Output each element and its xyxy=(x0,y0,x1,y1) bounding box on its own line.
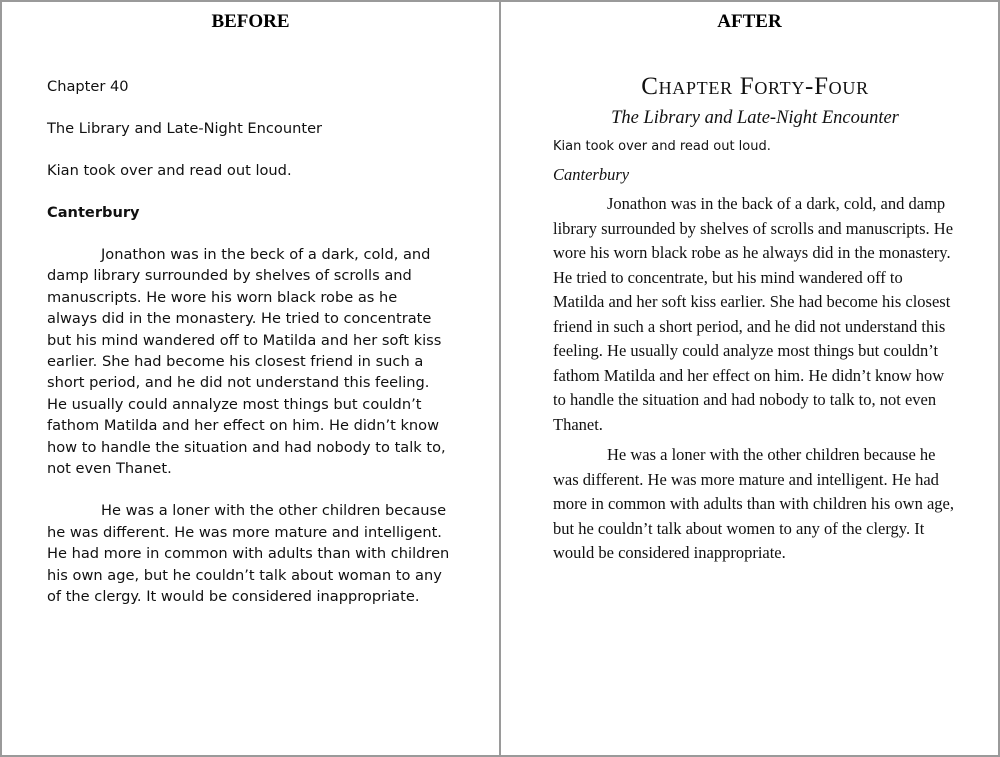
after-text-body xyxy=(553,72,957,572)
after-header: AFTER xyxy=(717,11,782,32)
after-intro-line: Kian took over and read out loud. xyxy=(553,139,771,154)
after-panel xyxy=(501,2,998,755)
before-panel xyxy=(2,2,501,755)
before-paragraph: Jonathon was in the beck of a dark, cold, and damp library surrounded by shelves of scrolls and manuscripts. He wore his worn black robe as he always did in the monastery. He tried to concentrate but his mind wandered off to Matilda and her soft kiss earlier. She had become his closest friend in such a short period, and he did not understand this feeling. He usually could annalyze most things but couldn’t fathom Matilda and her effect on him. He didn’t know how to handle the situation and had nobody to talk to, not even Thanet. xyxy=(47,246,446,478)
before-paragraph: He was a loner with the other children because he was different. He was more mature and intelligent. He had more in common with adults than with children his own age, but he couldn’t talk about woman to any of the clergy. It would be considered inappropriate. xyxy=(47,502,450,606)
before-text-body xyxy=(47,76,452,629)
after-location-heading: Canterbury xyxy=(553,165,630,184)
before-location-heading: Canterbury xyxy=(47,204,140,221)
before-intro-line: Kian took over and read out loud. xyxy=(47,162,292,179)
after-chapter-heading: Chapter Forty-Four xyxy=(641,73,869,100)
before-chapter-heading: Chapter 40 xyxy=(47,78,129,95)
after-paragraph: Jonathon was in the back of a dark, cold, and damp library surrounded by shelves of scrolls and manuscripts. He wore his worn black robe as he always did in the monastery. He tried to concentrate, but his mind wandered off to Matilda and her soft kiss earlier. She had become his closest friend in such a short period, and he did not understand this feeling. He usually could analyze most things but couldn’t fathom Matilda and her effect on him. He didn’t know how to handle the situation and had nobody to talk to, not even Thanet. xyxy=(553,194,954,434)
before-chapter-subtitle: The Library and Late-Night Encounter xyxy=(47,120,323,137)
after-paragraph: He was a loner with the other children because he was different. He was more mature and intelligent. He had more in common with adults than with children his own age, but he couldn’t talk about women to any of the clergy. It would be considered inappropriate. xyxy=(553,445,954,562)
after-chapter-subtitle: The Library and Late-Night Encounter xyxy=(611,108,899,128)
before-header: BEFORE xyxy=(211,11,290,32)
